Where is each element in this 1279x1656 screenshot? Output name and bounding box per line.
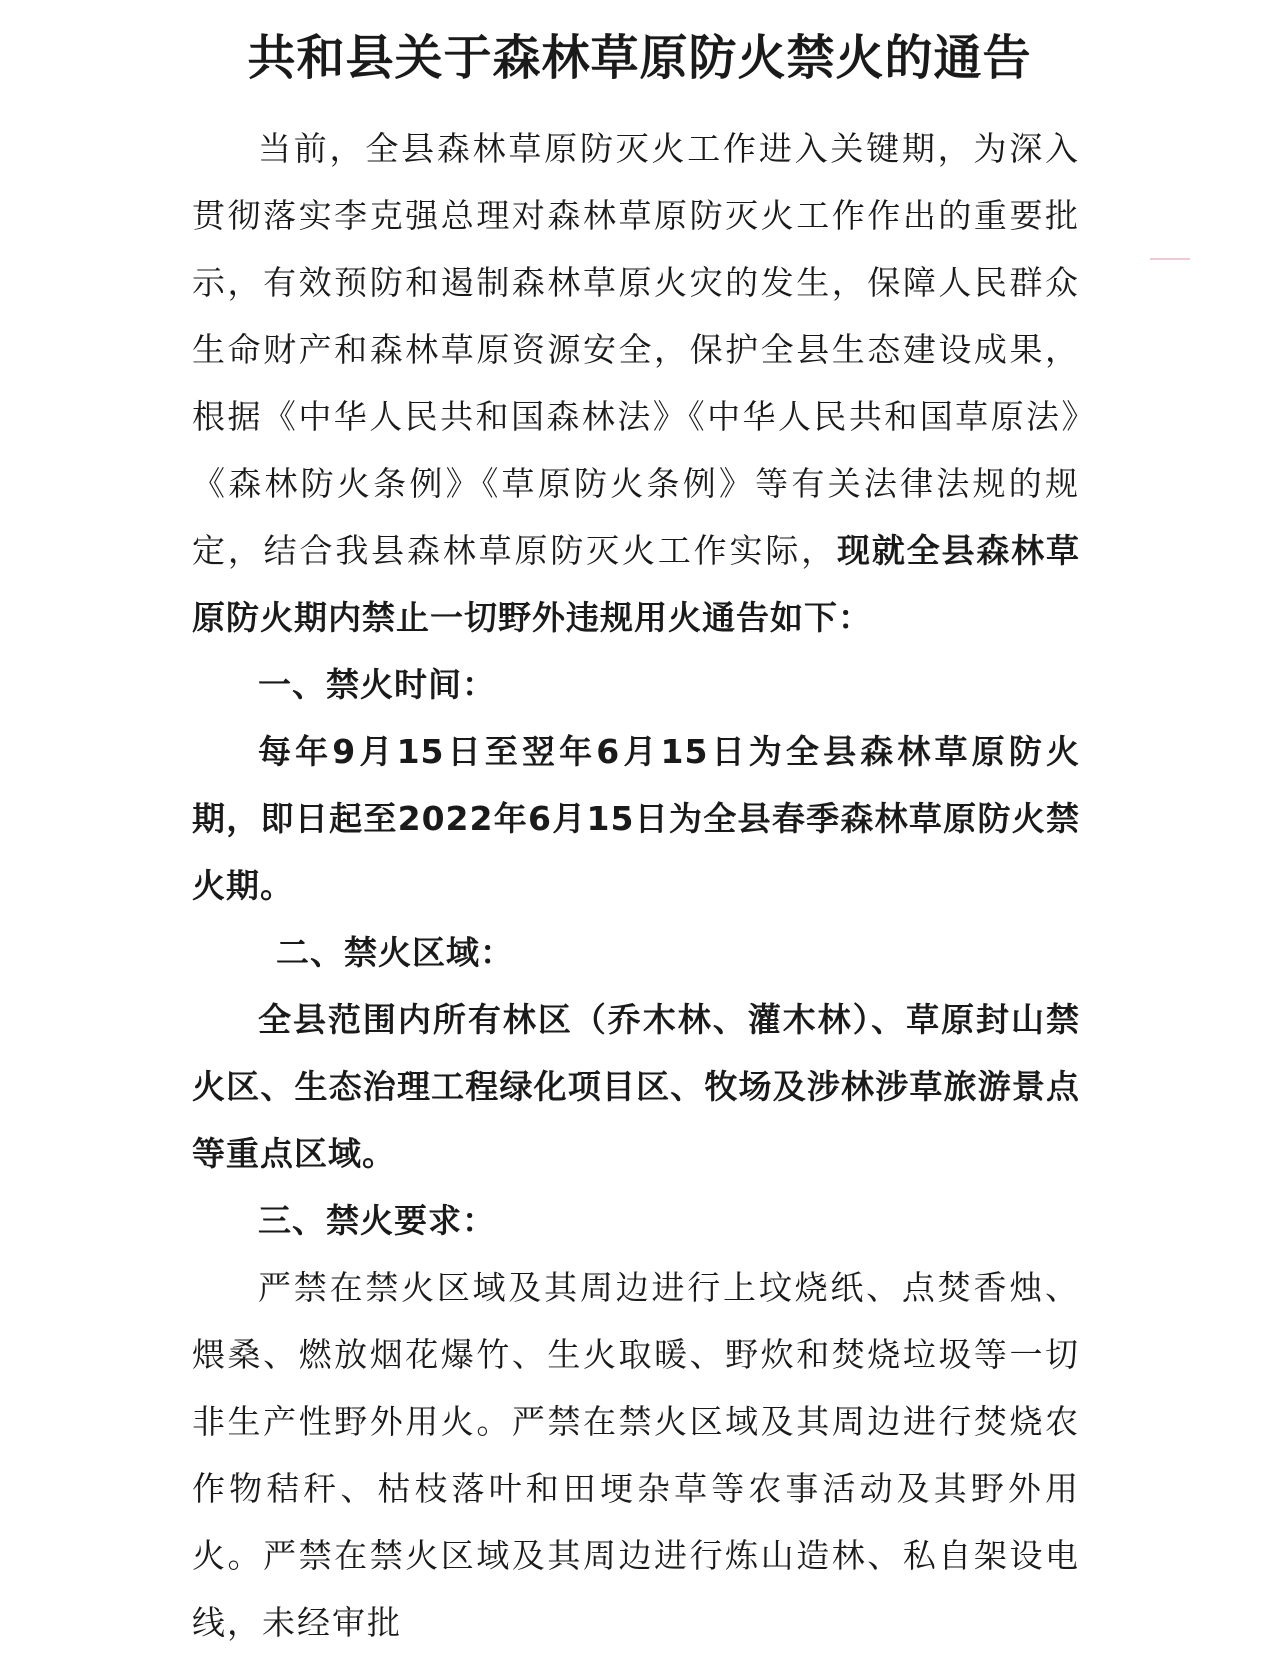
intro-text: 当前，全县森林草原防灭火工作进入关键期，为深入贯彻落实李克强总理对森林草原防灭火工作作出的重要批示，有效预防和遏制森林草原火灾的发生，保障人民群众生命财产和森林草原资源安全，保护全县生态建设成果，根据《中华人民共和国森林法》《中华人民共和国草原法》《森林防火条例》《草原防火条例》等有关法律法规的规定，结合我县森林草原防灭火工作实际， — [192, 129, 1080, 570]
section-text-area: 全县范围内所有林区（乔木林、灌木林）、草原封山禁火区、生态治理工程绿化项目区、牧场及涉林涉草旅游景点等重点区域。 — [192, 1000, 1080, 1173]
intro-emphasis: 现就全县森林草原防火期内禁止一切野外违规用火通告如下： — [192, 531, 1081, 637]
section-text-time: 每年9月15日至翌年6月15日为全县森林草原防火期，即日起至2022年6月15日为全县春季森林草原防火禁火期。 — [192, 732, 1080, 905]
intro-paragraph — [192, 115, 1080, 651]
section-heading-time: 一、禁火时间： — [258, 665, 496, 704]
pink-scan-mark — [1150, 258, 1190, 260]
section-heading-area: 二、禁火区域： — [276, 933, 514, 972]
section-text-requirements: 严禁在禁火区域及其周边进行上坟烧纸、点焚香烛、煨桑、燃放烟花爆竹、生火取暖、野炊和焚烧垃圾等一切非生产性野外用火。严禁在禁火区域及其周边进行焚烧农作物秸秆、枯枝落叶和田埂杂草等农事活动及其野外用火。严禁在禁火区域及其周边进行炼山造林、私自架设电线，未经审批 — [192, 1268, 1080, 1642]
document-body — [192, 115, 1080, 1656]
document-title: 共和县关于森林草原防火禁火的通告 — [247, 30, 1032, 86]
section-heading-requirements: 三、禁火要求： — [258, 1201, 496, 1240]
